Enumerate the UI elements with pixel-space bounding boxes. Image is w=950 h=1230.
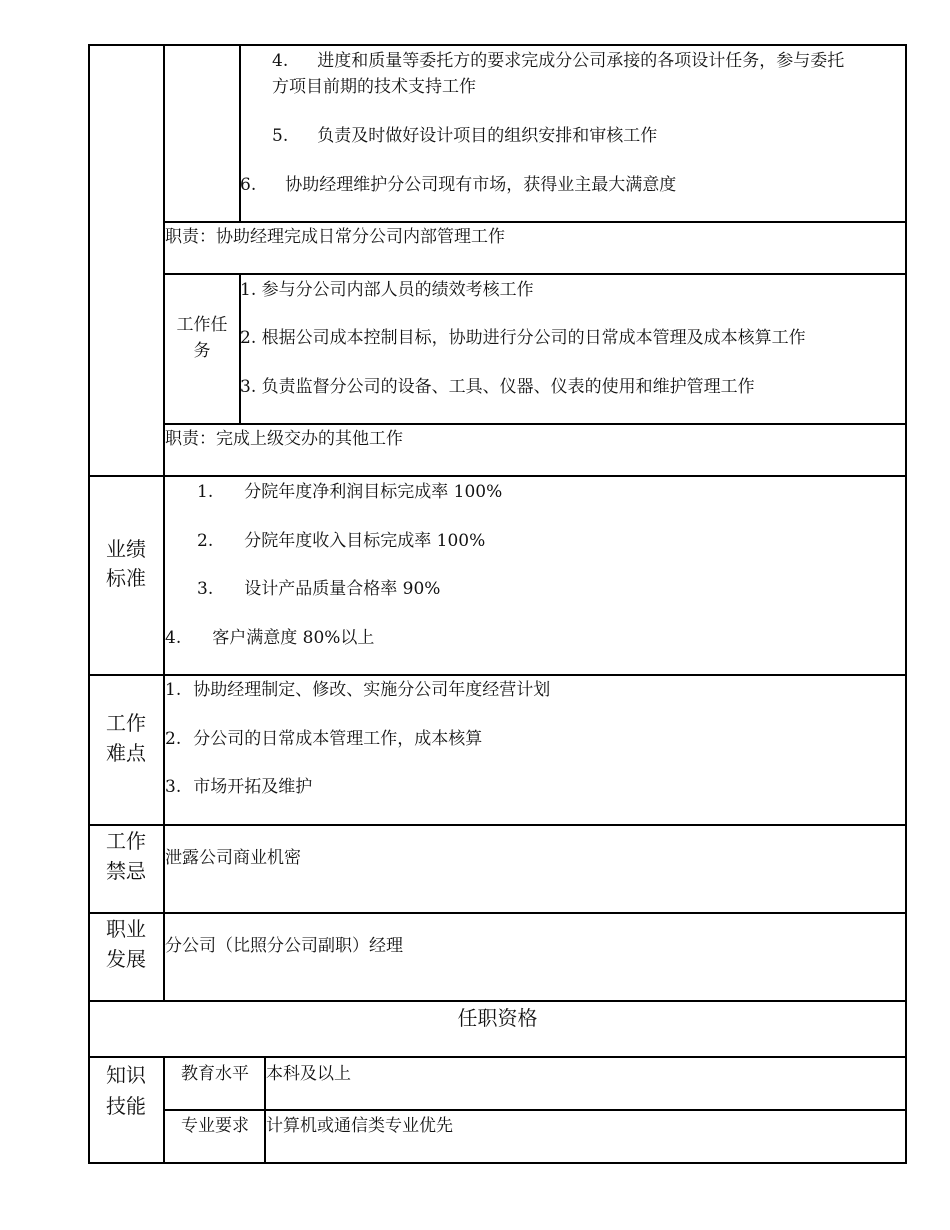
list-item: 4. 客户满意度 80%以上: [165, 628, 375, 648]
list-item-continuation: 方项目前期的技术支持工作: [272, 77, 476, 97]
row-divider-major: [163, 1109, 907, 1111]
table-border-bottom: [88, 1162, 907, 1164]
taboo-value: 泄露公司商业机密: [165, 848, 301, 868]
row-divider-performance: [88, 475, 907, 477]
row-divider-qualification: [88, 1000, 907, 1002]
duty-statement: 职责：协助经理完成日常分公司内部管理工作: [165, 227, 505, 247]
list-item: 3. 负责监督分公司的设备、工具、仪器、仪表的使用和维护管理工作: [240, 377, 755, 397]
table-border-top: [88, 44, 907, 46]
difficulties-label: 工作: [106, 711, 146, 735]
taboo-label-line2: 禁忌: [106, 859, 146, 883]
taboo-label: 工作: [106, 829, 146, 853]
difficulties-label-line2: 难点: [106, 741, 146, 765]
list-item: 2. 根据公司成本控制目标，协助进行分公司的日常成本管理及成本核算工作: [240, 328, 806, 348]
list-item: 2. 分院年度收入目标完成率 100%: [197, 531, 486, 551]
row-divider-taboo: [88, 824, 907, 826]
list-item: 1. 分院年度净利润目标完成率 100%: [197, 482, 503, 502]
list-item: 5. 负责及时做好设计项目的组织安排和审核工作: [272, 126, 658, 146]
list-item: 3. 市场开拓及维护: [165, 777, 313, 797]
row-divider-career: [88, 912, 907, 914]
list-item: 4. 进度和质量等委托方的要求完成分公司承接的各项设计任务，参与委托: [272, 51, 845, 71]
education-value: 本科及以上: [266, 1064, 351, 1084]
table-border-right: [905, 44, 907, 1164]
education-label: 教育水平: [181, 1064, 249, 1084]
work-tasks-label: 工作任: [176, 315, 228, 335]
row-divider-difficulties: [88, 674, 907, 676]
performance-label-line2: 标准: [106, 566, 146, 590]
row-divider-duty3: [163, 423, 907, 425]
major-value: 计算机或通信类专业优先: [266, 1116, 453, 1136]
list-item: 1. 参与分公司内部人员的绩效考核工作: [240, 280, 534, 300]
major-label: 专业要求: [181, 1116, 249, 1136]
list-item: 1. 协助经理制定、修改、实施分公司年度经营计划: [165, 680, 551, 700]
performance-label: 业绩: [106, 537, 146, 561]
knowledge-label-line2: 技能: [106, 1094, 146, 1118]
qualification-heading: 任职资格: [457, 1006, 538, 1030]
career-value: 分公司（比照分公司副职）经理: [165, 936, 403, 956]
career-label-line2: 发展: [106, 947, 146, 971]
row-divider-tasks: [163, 273, 907, 275]
job-description-table: [88, 44, 907, 1164]
list-item: 3. 设计产品质量合格率 90%: [197, 579, 441, 599]
list-item: 6. 协助经理维护分公司现有市场，获得业主最大满意度: [240, 175, 677, 195]
list-item: 2. 分公司的日常成本管理工作，成本核算: [165, 729, 483, 749]
duty-statement: 职责：完成上级交办的其他工作: [165, 429, 403, 449]
row-divider-duty2: [163, 221, 907, 223]
row-divider-knowledge: [88, 1056, 907, 1058]
table-border-left: [88, 44, 90, 1164]
knowledge-label: 知识: [106, 1063, 146, 1087]
work-tasks-label-line2: 务: [193, 341, 211, 361]
career-label: 职业: [106, 917, 146, 941]
